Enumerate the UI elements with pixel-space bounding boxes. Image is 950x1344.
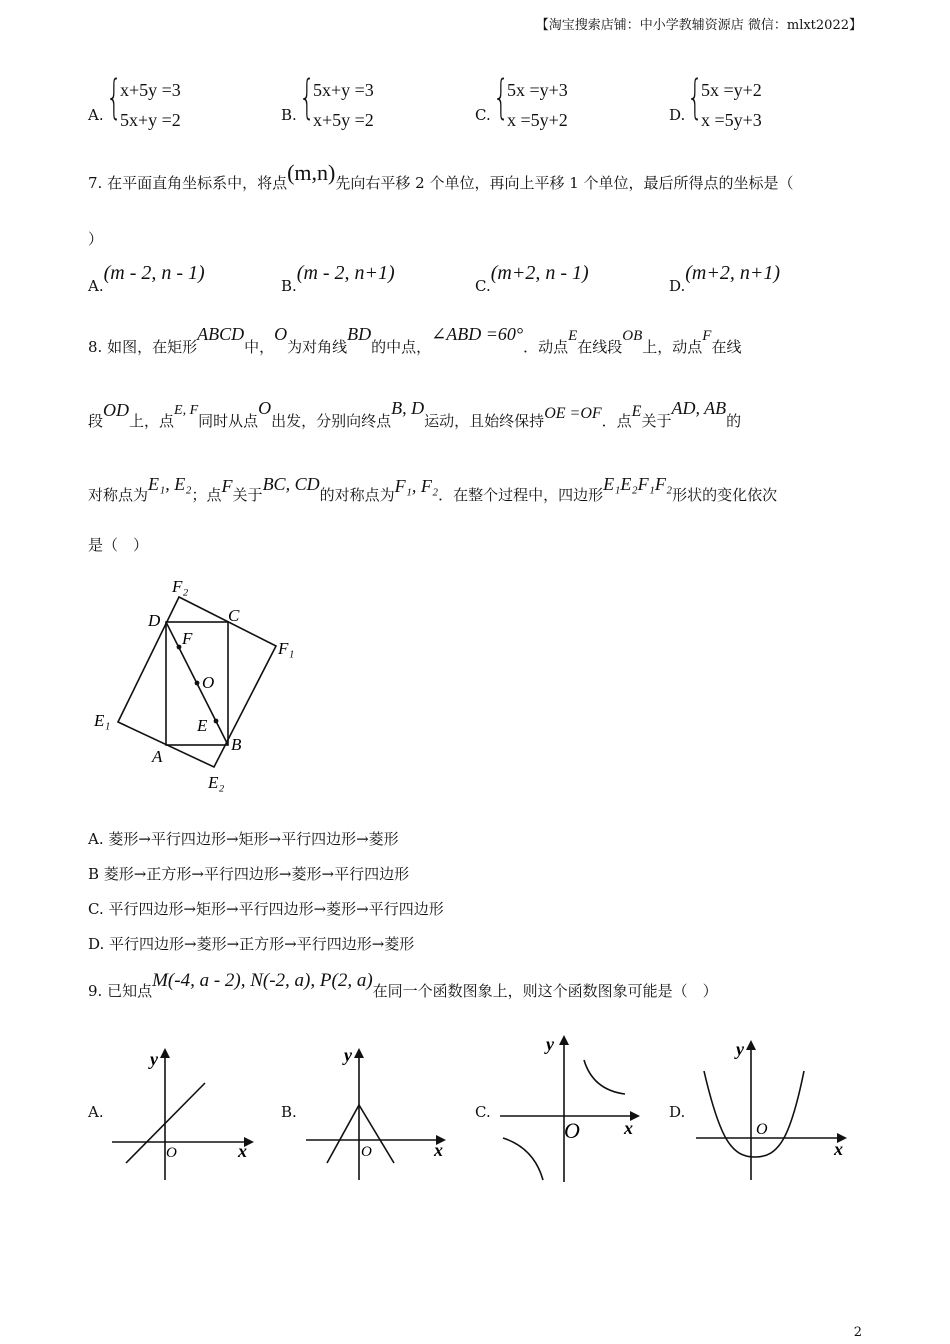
q9-graph-b[interactable] [302,1045,452,1185]
x-label: x [624,1118,633,1138]
q7-option-c[interactable]: C.(m+2, n - 1) [475,262,589,295]
q9-graph-d[interactable] [690,1035,855,1185]
q8-figure [90,572,310,794]
q9-option-b-label[interactable]: B. [281,1103,297,1121]
q6-c-eq1: 5x =y+3 [507,80,568,100]
label-d: D [148,611,161,630]
point-f [177,645,182,650]
q8-line-4: 是（ ） [88,536,149,554]
label-e: E [197,716,208,735]
q8-option-d[interactable]: D. 平行四边形→菱形→正方形→平行四边形→菱形 [88,935,415,953]
y-label: y [736,1039,744,1059]
q8-option-a[interactable]: A. 菱形→平行四边形→矩形→平行四边形→菱形 [88,830,399,848]
q8-line-1: 8. 如图，在矩形ABCD中，O为对角线BD的中点，∠ABD =60°．动点E在线段OB上，动点F在线 [88,324,742,356]
q9-stem: 9. 已知点M(-4, a - 2), N(-2, a), P(2, a)在同一个函数图象上，则这个函数图象可能是（ ） [88,970,718,1000]
y-label: y [344,1045,352,1065]
brace-icon: { [687,70,704,124]
origin-label: O [756,1121,768,1138]
q6-b-eq2: x+5y =2 [313,110,374,130]
point-o [195,681,200,686]
brace-icon: { [493,70,510,124]
q8-option-c[interactable]: C. 平行四边形→矩形→平行四边形→菱形→平行四边形 [88,900,444,918]
q7-option-d[interactable]: D.(m+2, n+1) [669,262,781,295]
label-f2: F₂ [172,577,189,596]
q7-close-paren: ） [88,230,104,248]
label-e2: E₂ [208,773,225,792]
q6-option-a[interactable]: A. { x+5y =3 5x+y =2 [88,70,181,130]
q6-d-eq1: 5x =y+2 [701,80,762,100]
q6-option-b[interactable]: B. { 5x+y =3 x+5y =2 [281,70,374,130]
x-label: x [834,1139,843,1159]
label-o: O [202,673,215,692]
q6-d-eq2: x =5y+3 [701,110,762,130]
label-f: F [182,629,193,648]
point-e [214,719,219,724]
q9-option-c-label[interactable]: C. [475,1103,491,1121]
q9-option-a-label[interactable]: A. [88,1103,104,1121]
brace-icon: { [299,70,316,124]
label-a: A [152,747,163,766]
y-arrow-icon [354,1048,364,1058]
label-f1: F₁ [278,639,295,658]
page-number: 2 [853,1325,862,1340]
x-label: x [434,1140,443,1160]
hyperbola-branch-q3 [503,1138,543,1180]
q7-option-b[interactable]: B.(m - 2, n+1) [281,262,395,295]
y-arrow-icon [746,1040,756,1050]
y-arrow-icon [559,1035,569,1045]
hyperbola-branch-q1 [584,1060,625,1094]
origin-label: O [361,1144,372,1160]
origin-label: O [564,1118,580,1143]
x-label: x [238,1141,247,1161]
label-e1: E₁ [94,711,111,730]
q6-a-eq1: x+5y =3 [120,80,181,100]
q6-option-c[interactable]: C. { 5x =y+3 x =5y+2 [475,70,568,130]
origin-label: O [166,1145,177,1161]
label-b: B [231,735,242,754]
page-header: 【淘宝搜索店铺：中小学教辅资源店 微信：mlxt2022】 [535,18,862,33]
q6-b-eq1: 5x+y =3 [313,80,374,100]
q7-option-a[interactable]: A.(m - 2, n - 1) [88,262,205,295]
y-label: y [150,1049,158,1069]
q9-graph-c[interactable] [496,1030,646,1185]
q9-graph-a[interactable] [108,1045,258,1185]
parabola-graph [704,1071,804,1157]
q8-line-2: 段OD上，点E, F同时从点O出发，分别向终点B, D运动，且始终保持OE =OF．点E关于AD, AB的 [88,398,742,430]
q7-point: (m,n) [287,160,336,185]
q8-line-3: 对称点为E₁, E₂；点F关于BC, CD的对称点为F₁, F₂．在整个过程中，四边形E₁E₂F₁F₂形状的变化依次 [88,474,778,504]
y-arrow-icon [160,1048,170,1058]
q9-option-d-label[interactable]: D. [669,1103,686,1121]
q7-stem: 7. 在平面直角坐标系中，将点(m,n)先向右平移 2 个单位，再向上平移 1 个单位，最后所得点的坐标是（ [88,160,794,192]
q9-points: M(-4, a - 2), N(-2, a), P(2, a) [152,970,373,991]
q6-a-eq2: 5x+y =2 [120,110,181,130]
label-c: C [228,606,240,625]
y-label: y [546,1034,554,1054]
q8-option-b[interactable]: B 菱形→正方形→平行四边形→菱形→平行四边形 [88,865,410,883]
q6-option-d[interactable]: D. { 5x =y+2 x =5y+3 [669,70,762,130]
brace-icon: { [106,70,123,124]
q6-c-eq2: x =5y+2 [507,110,568,130]
